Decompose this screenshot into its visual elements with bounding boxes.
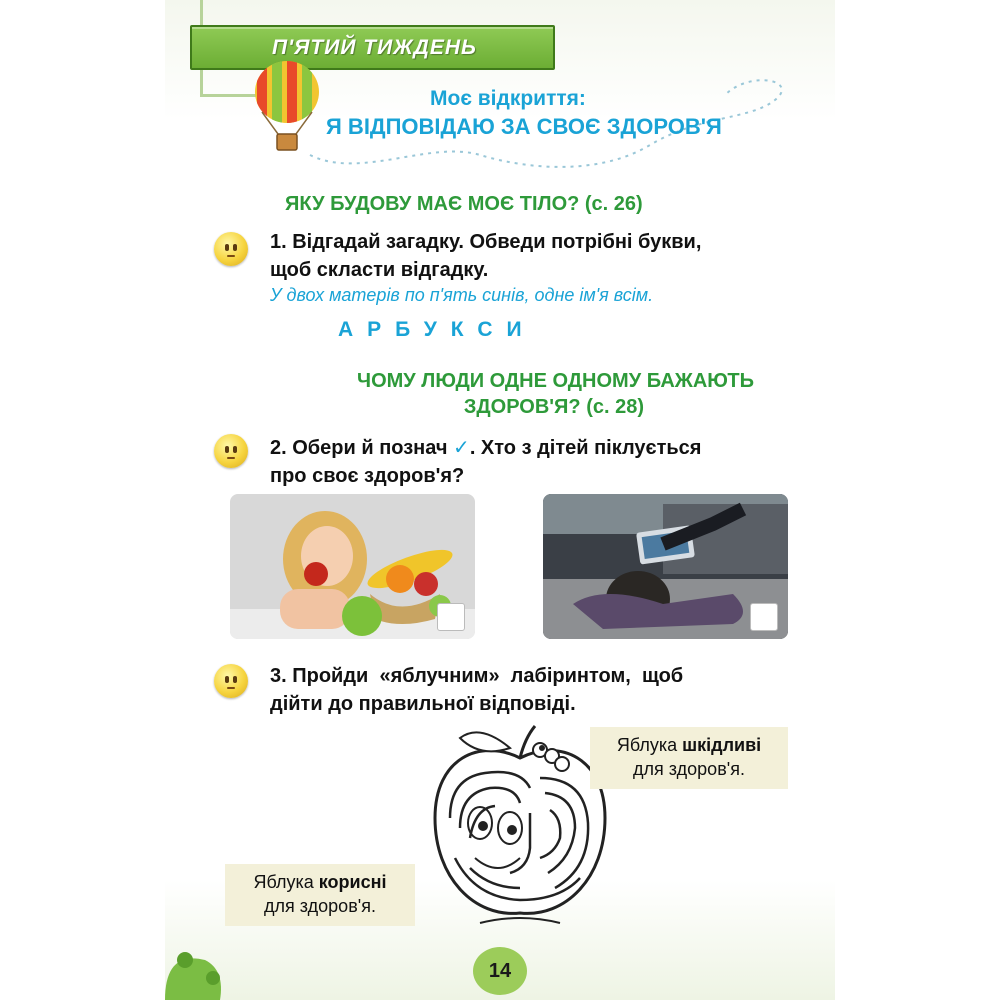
label-harmful-keyword: шкідливі [682, 735, 762, 755]
photo-girl-with-fruit [230, 494, 475, 639]
task-1-instruction [270, 228, 701, 284]
task-2-text-part2: . Хто з дітей піклується [469, 437, 702, 459]
task-2-line-2: про своє здоров'я? [270, 465, 465, 487]
label-harmful-suffix: для здоров'я. [633, 759, 745, 779]
task-1-line-2: щоб скласти відгадку. [270, 259, 489, 281]
task-3-instruction [270, 662, 785, 718]
header-frame-line-horizontal [200, 94, 260, 97]
task-3-line-1: 3. Пройди «яблучним» лабіринтом, щоб [270, 665, 684, 687]
corner-leaf-decoration [165, 930, 235, 1000]
answer-checkbox-girl[interactable] [437, 603, 465, 631]
task-1-line-1: 1. Відгадай загадку. Обведи потрібні букви, [270, 231, 702, 253]
hot-air-balloon-icon [252, 60, 322, 160]
task-3-line-2: дійти до правильної відповіді. [270, 693, 576, 715]
section-heading-health-wishes [270, 368, 754, 420]
discovery-title: Я ВІДПОВІДАЮ ЗА СВОЄ ЗДОРОВ'Я [326, 114, 722, 139]
label-harmful-apples [590, 727, 788, 789]
discovery-subtitle: Моє відкриття: [430, 87, 586, 110]
photo-boy-with-tablet [543, 494, 788, 639]
label-useful-apples [225, 864, 415, 926]
week-label: П'ЯТИЙ ТИЖДЕНЬ [272, 35, 477, 59]
section-heading-body-structure: ЯКУ БУДОВУ МАЄ МОЄ ТІЛО? (с. 26) [285, 193, 643, 215]
label-useful-keyword: корисні [318, 872, 387, 892]
label-useful-suffix: для здоров'я. [264, 896, 376, 916]
thinking-face-icon [214, 434, 248, 468]
label-useful-prefix: Яблука [253, 872, 319, 892]
thinking-face-icon [214, 664, 248, 698]
section-heading-line-1: ЧОМУ ЛЮДИ ОДНЕ ОДНОМУ БАЖАЮТЬ [357, 370, 754, 392]
answer-checkbox-boy[interactable] [750, 603, 778, 631]
riddle-letters[interactable]: АРБУКСИ [338, 318, 536, 341]
riddle-text: У двох матерів по п'ять синів, одне ім'я всім. [270, 285, 654, 305]
task-2-text-part1: 2. Обери й познач [270, 437, 448, 459]
thinking-face-icon [214, 232, 248, 266]
task-2-instruction [270, 434, 701, 490]
label-harmful-prefix: Яблука [616, 735, 683, 755]
checkmark-icon: ✓ [453, 437, 470, 459]
section-heading-line-2: ЗДОРОВ'Я? (с. 28) [463, 396, 644, 418]
page-number: 14 [473, 947, 527, 995]
